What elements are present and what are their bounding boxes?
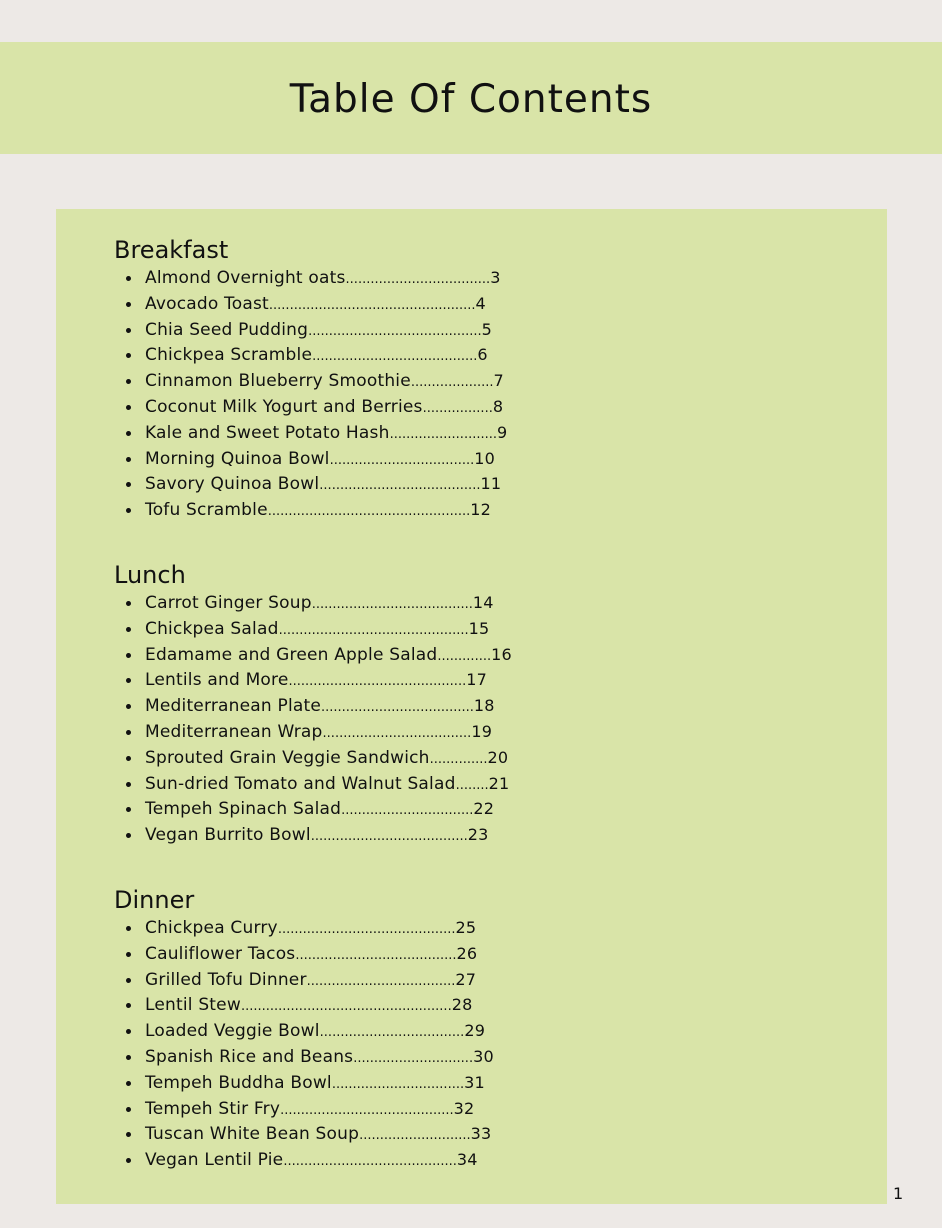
- toc-entry-page: 5: [481, 319, 493, 339]
- toc-entry-page: 21: [488, 773, 510, 793]
- bullet-icon: [126, 1055, 131, 1060]
- section-heading: Breakfast: [114, 236, 229, 264]
- toc-entry-title: Coconut Milk Yogurt and Berries: [145, 396, 423, 417]
- leader-dots: ........................................: [312, 349, 478, 365]
- page-title: Table Of Contents: [289, 76, 653, 122]
- toc-entry-title: Chickpea Scramble: [145, 345, 313, 366]
- toc-entry-title: Sun-dried Tomato and Walnut Salad: [145, 773, 456, 794]
- toc-entry-title: Tofu Scramble: [145, 500, 268, 521]
- toc-entry-title: Savory Quinoa Bowl: [145, 474, 320, 495]
- toc-entry-page: 3: [490, 268, 501, 287]
- bullet-icon: [126, 482, 131, 487]
- toc-entry[interactable]: [114, 967, 494, 993]
- toc-entry[interactable]: [114, 1070, 494, 1096]
- toc-entry-title: Lentil Stew: [145, 995, 241, 1016]
- toc-list-dinner: [114, 915, 494, 1173]
- section-heading: Dinner: [114, 886, 195, 914]
- toc-entry[interactable]: [114, 1018, 494, 1044]
- toc-entry-page: 30: [473, 1046, 494, 1066]
- toc-entry-title: Carrot Ginger Soup: [145, 593, 312, 613]
- toc-entry-page: 28: [451, 995, 473, 1015]
- bullet-icon: [126, 952, 131, 957]
- toc-entry-page: 25: [455, 918, 477, 937]
- toc-entry[interactable]: [114, 745, 512, 771]
- toc-entry-page: 9: [497, 422, 508, 442]
- toc-entry-title: Chickpea Curry: [145, 918, 278, 938]
- toc-entry[interactable]: [114, 394, 507, 420]
- bullet-icon: [126, 508, 131, 513]
- leader-dots: .......................................: [311, 597, 473, 612]
- toc-entry-title: Mediterranean Plate: [145, 696, 322, 717]
- toc-entry-title: Mediterranean Wrap: [145, 721, 323, 742]
- bullet-icon: [126, 1003, 131, 1008]
- toc-entry[interactable]: [114, 1121, 494, 1147]
- title-banner: [0, 42, 942, 154]
- toc-entry-title: Chickpea Salad: [145, 618, 279, 639]
- toc-entry-title: Tempeh Buddha Bowl: [145, 1072, 332, 1093]
- bullet-icon: [126, 704, 131, 709]
- toc-list-lunch: [114, 590, 512, 848]
- bullet-icon: [126, 353, 131, 358]
- toc-entry-page: 17: [466, 670, 487, 690]
- toc-entry-page: 31: [464, 1072, 485, 1092]
- bullet-icon: [126, 379, 131, 384]
- toc-entry-title: Kale and Sweet Potato Hash: [145, 422, 390, 443]
- toc-entry[interactable]: [114, 497, 507, 523]
- toc-entry-title: Avocado Toast: [145, 293, 269, 314]
- bullet-icon: [126, 1132, 131, 1137]
- toc-entry-page: 16: [491, 644, 512, 664]
- toc-entry-page: 34: [456, 1150, 478, 1170]
- toc-entry-page: 33: [470, 1124, 492, 1144]
- bullet-icon: [126, 782, 131, 787]
- toc-entry-title: Spanish Rice and Beans: [145, 1046, 354, 1067]
- toc-entry-title: Loaded Veggie Bowl: [145, 1021, 320, 1042]
- bullet-icon: [126, 405, 131, 410]
- toc-entry-page: 18: [473, 696, 495, 716]
- toc-entry[interactable]: [114, 368, 507, 394]
- bullet-icon: [126, 833, 131, 838]
- toc-entry[interactable]: [114, 342, 507, 368]
- leader-dots: ...........................: [359, 1128, 471, 1144]
- toc-entry-title: Lentils and More: [145, 670, 289, 691]
- toc-entry-title: Vegan Lentil Pie: [145, 1150, 284, 1171]
- toc-entry[interactable]: [114, 693, 512, 719]
- toc-entry[interactable]: [114, 1147, 494, 1173]
- toc-entry[interactable]: [114, 616, 512, 642]
- toc-entry-page: 20: [487, 747, 509, 767]
- toc-entry-page: 8: [492, 396, 504, 416]
- toc-entry[interactable]: [114, 1096, 494, 1122]
- bullet-icon: [126, 653, 131, 658]
- bullet-icon: [126, 328, 131, 333]
- leader-dots: ...........................................: [277, 922, 456, 937]
- section-breakfast: [114, 235, 507, 523]
- toc-entry-page: 14: [472, 593, 494, 612]
- bullet-icon: [126, 807, 131, 812]
- leader-dots: ........: [455, 777, 489, 793]
- leader-dots: ................................: [331, 1076, 465, 1092]
- leader-dots: ..............................................: [278, 622, 469, 638]
- bullet-icon: [126, 1107, 131, 1112]
- toc-entry-page: 22: [473, 799, 495, 819]
- toc-entry[interactable]: [114, 796, 512, 822]
- toc-entry[interactable]: [114, 446, 507, 472]
- bullet-icon: [126, 678, 131, 683]
- bullet-icon: [126, 756, 131, 761]
- toc-entry[interactable]: [114, 471, 507, 497]
- toc-entry[interactable]: [114, 590, 512, 616]
- section-dinner: [114, 885, 494, 1173]
- toc-entry-title: Cauliflower Tacos: [145, 943, 296, 964]
- toc-entry-page: 12: [470, 500, 491, 520]
- toc-entry-title: Grilled Tofu Dinner: [145, 969, 307, 990]
- toc-entry-title: Almond Overnight oats: [145, 268, 346, 288]
- page-number: 1: [893, 1184, 904, 1203]
- toc-entry[interactable]: [114, 265, 507, 291]
- toc-entry[interactable]: [114, 992, 494, 1018]
- leader-dots: ....................: [410, 375, 494, 391]
- toc-entry[interactable]: [114, 667, 512, 693]
- toc-entry-title: Tempeh Stir Fry: [145, 1098, 281, 1119]
- toc-entry-page: 23: [467, 825, 489, 845]
- toc-list-breakfast: [114, 265, 507, 523]
- toc-entry-page: 15: [468, 618, 490, 638]
- leader-dots: ...........................................: [288, 674, 467, 690]
- toc-entry-title: Morning Quinoa Bowl: [145, 448, 330, 469]
- leader-dots: ....................................: [322, 725, 472, 741]
- leader-dots: .............: [437, 648, 492, 664]
- toc-entry[interactable]: [114, 291, 507, 317]
- bullet-icon: [126, 978, 131, 983]
- section-heading: Lunch: [114, 561, 186, 589]
- bullet-icon: [126, 457, 131, 462]
- leader-dots: ..................................................: [268, 297, 476, 313]
- leader-dots: ................................: [341, 803, 474, 819]
- toc-entry[interactable]: [114, 317, 507, 343]
- toc-entry-page: 11: [480, 474, 502, 494]
- toc-entry[interactable]: [114, 1044, 494, 1070]
- toc-entry-title: Cinnamon Blueberry Smoothie: [145, 371, 411, 392]
- bullet-icon: [126, 926, 131, 931]
- leader-dots: .............................: [353, 1050, 474, 1066]
- leader-dots: .......................................: [295, 947, 457, 963]
- leader-dots: ..........................................: [308, 323, 482, 339]
- bullet-icon: [126, 431, 131, 436]
- toc-entry-page: 19: [471, 721, 493, 741]
- bullet-icon: [126, 1029, 131, 1034]
- toc-entry[interactable]: [114, 915, 494, 941]
- toc-entry[interactable]: [114, 719, 512, 745]
- toc-entry-page: 6: [477, 345, 488, 365]
- bullet-icon: [126, 601, 131, 606]
- toc-entry-page: 4: [475, 293, 486, 313]
- toc-entry[interactable]: [114, 771, 512, 797]
- toc-entry[interactable]: [114, 642, 512, 668]
- leader-dots: ...................................: [345, 272, 491, 287]
- toc-entry-page: 27: [455, 969, 477, 989]
- toc-entry-page: 26: [456, 943, 478, 963]
- leader-dots: .................: [422, 400, 493, 416]
- contents-panel: [56, 209, 887, 1204]
- leader-dots: ..............: [429, 751, 488, 767]
- toc-entry-page: 32: [453, 1098, 475, 1118]
- toc-entry-title: Tuscan White Bean Soup: [145, 1124, 360, 1145]
- bullet-icon: [126, 627, 131, 632]
- toc-entry[interactable]: [114, 822, 512, 848]
- leader-dots: ....................................: [306, 973, 456, 989]
- leader-dots: .......................................: [319, 478, 481, 494]
- toc-entry-page: 7: [493, 371, 504, 391]
- bullet-icon: [126, 1158, 131, 1163]
- bullet-icon: [126, 302, 131, 307]
- leader-dots: ...................................................: [240, 999, 452, 1015]
- leader-dots: ..........................................: [280, 1102, 454, 1118]
- toc-entry-page: 10: [474, 448, 495, 468]
- toc-entry[interactable]: [114, 420, 507, 446]
- leader-dots: ......................................: [310, 829, 468, 845]
- bullet-icon: [126, 1081, 131, 1086]
- section-lunch: [114, 560, 512, 848]
- leader-dots: ..........................................: [283, 1154, 457, 1170]
- toc-entry-page: 29: [464, 1021, 486, 1041]
- toc-entry-title: Vegan Burrito Bowl: [145, 825, 311, 846]
- leader-dots: ..........................: [389, 426, 498, 442]
- leader-dots: .................................................: [267, 504, 471, 520]
- bullet-icon: [126, 730, 131, 735]
- leader-dots: ...................................: [319, 1025, 465, 1041]
- leader-dots: .....................................: [321, 700, 474, 716]
- toc-entry-title: Edamame and Green Apple Salad: [145, 644, 438, 665]
- toc-entry[interactable]: [114, 941, 494, 967]
- toc-entry-title: Tempeh Spinach Salad: [145, 799, 342, 820]
- toc-entry-title: Chia Seed Pudding: [145, 319, 309, 340]
- toc-entry-title: Sprouted Grain Veggie Sandwich: [145, 747, 430, 768]
- leader-dots: ...................................: [329, 452, 475, 468]
- bullet-icon: [126, 276, 131, 281]
